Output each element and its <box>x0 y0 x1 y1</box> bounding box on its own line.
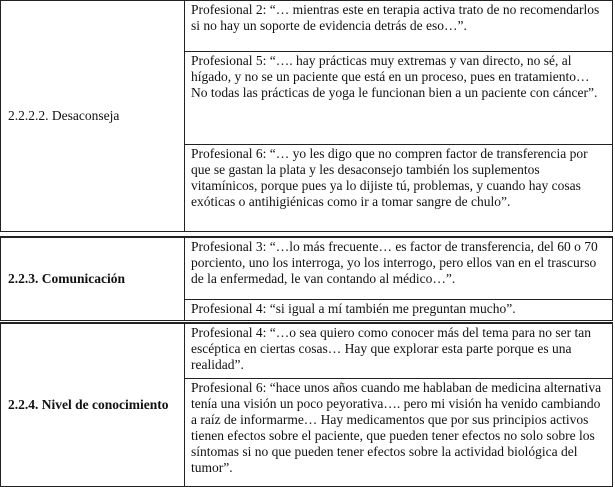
quote-cell: Profesional 2: “… mientras este en terapia activa trato de no recomendarlos si no hay un soporte de evidencia detrás de eso…”. <box>191 2 600 33</box>
quote-cell: Profesional 3: “…lo más frecuente… es factor de transferencia, del 60 o 70 porciento, uno los interroga, yo los interrogo, pero ellos van en el trascurso de la enfermedad, le van contando al médico…”. <box>191 239 598 286</box>
section-label: 2.2.4. Nivel de conocimiento <box>1 324 185 486</box>
section-label: 2.2.3. Comunicación <box>1 238 185 320</box>
section-quotes <box>185 324 612 486</box>
section-desaconseja <box>0 0 613 232</box>
section-quotes <box>185 238 612 320</box>
quote-cell: Profesional 4: “…o sea quiero como conocer más del tema para no ser tan escéptica en ciertas cosas… Hay que explorar esta parte porque es una realidad”. <box>191 325 591 372</box>
section-quotes <box>185 1 612 231</box>
quote-cell: Profesional 5: “…. hay prácticas muy extremas y van directo, no sé, al hígado, y no se un paciente que está en un proceso, pues en tratamiento… No todas las prácticas de yoga le funcionan bien a un paciente con cáncer”. <box>185 51 612 144</box>
quote-cell: Profesional 6: “hace unos años cuando me hablaban de medicina alternativa tenía una visión un poco peyorativa…. pero mi visión ha venido cambiando a raíz de informarme… Hay medicamentos que por sus principios activos tienen efectos sobre el paciente, que pueden tener efectos no solo sobre los síntomas si no que pueden tener efectos sobre la actividad biológica del tumor”. <box>185 378 612 486</box>
quote-cell: Profesional 6: “… yo les digo que no compren factor de transferencia por que se gastan la plata y les desaconsejo también los suplementos vitamínicos, porque pues ya lo dijiste tú, problemas, y cuando hay cosas exóticas o antihigiénicas como ir a tomar sangre de chulo”. <box>185 144 612 231</box>
quote-cell: Profesional 4: “si igual a mí también me preguntan mucho”. <box>185 299 612 320</box>
section-label: 2.2.2.2. Desaconseja <box>1 1 185 231</box>
section-comunicacion <box>0 236 613 321</box>
section-nivel-conocimiento <box>0 322 613 487</box>
